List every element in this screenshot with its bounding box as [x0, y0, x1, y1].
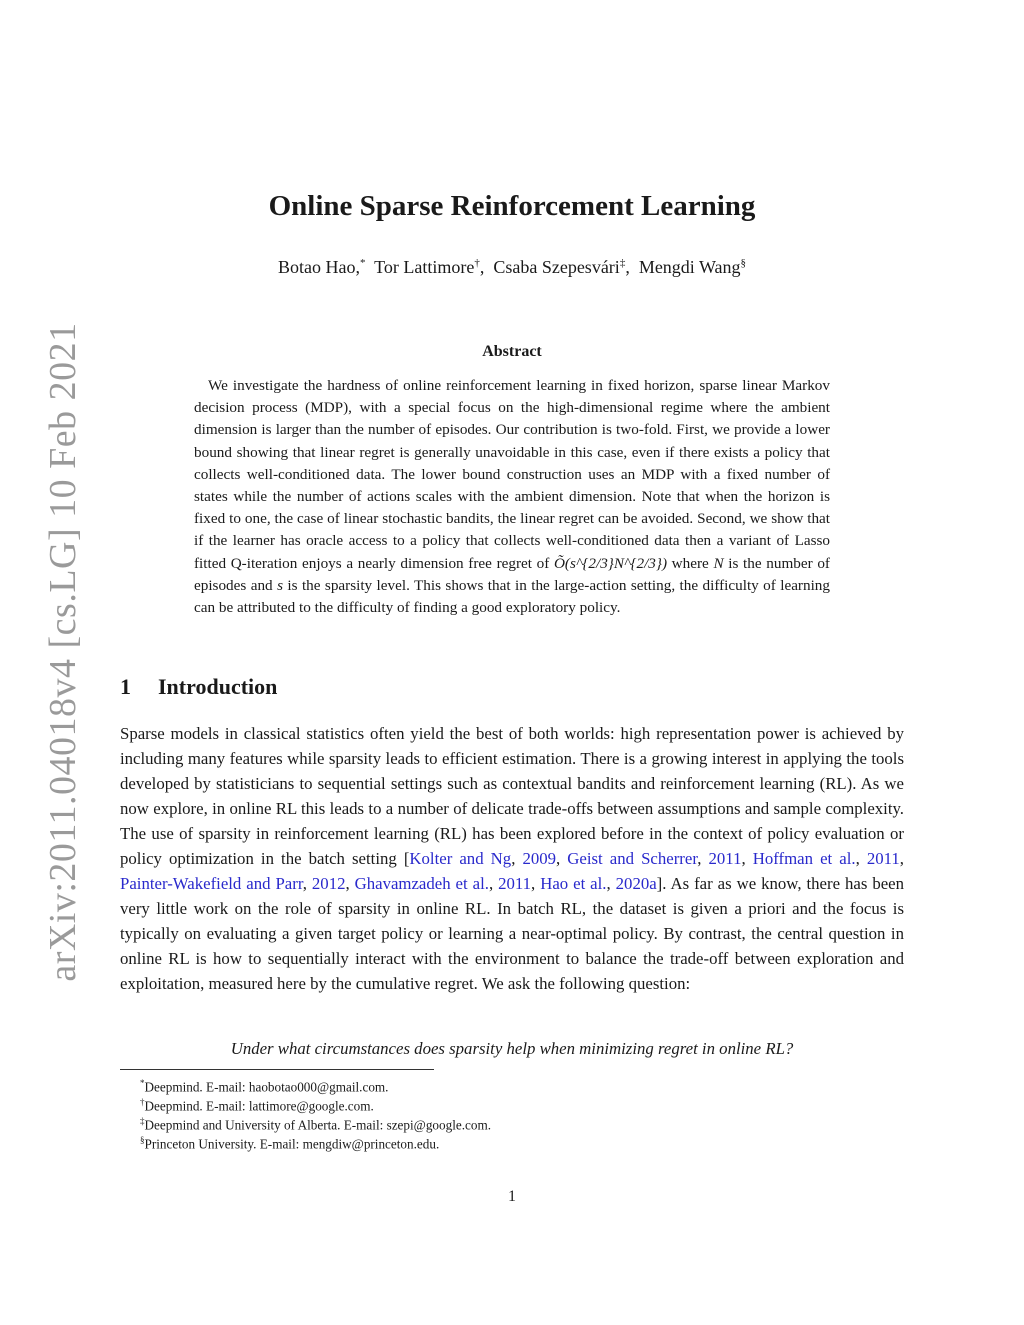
variable-n: N — [713, 554, 724, 572]
abstract-text: is the number of episodes and — [194, 554, 830, 594]
author-footnote-mark[interactable]: † — [474, 257, 480, 269]
abstract-heading: Abstract — [482, 343, 542, 360]
page-number: 1 — [508, 1188, 516, 1205]
author-list: Botao Hao,* Tor Lattimore†, Csaba Szepesvári‡, Mengdi Wang§ — [277, 257, 747, 277]
section-number: 1 — [120, 674, 131, 699]
citation-link[interactable]: Painter-Wakefield and Parr — [120, 874, 303, 893]
footnote-text: Princeton University. E-mail: mengdiw@princeton.edu. — [144, 1136, 440, 1152]
footnote-text: Deepmind. E-mail: lattimore@google.com. — [144, 1098, 374, 1114]
author-footnote-mark[interactable]: § — [740, 257, 747, 269]
citation-link[interactable]: 2009 — [522, 849, 557, 868]
citation-link[interactable]: 2012 — [311, 874, 346, 893]
intro-text: ]. As far as we know, there has been very little work on the role of sparsity in online RL. In batch RL, the dataset is given a priori and the focus is typically on evaluating a given target policy or learning a near-optimal policy. By contrast, the central question in online RL is how to sequentially interact with the environment to balance the trade-off between exploration and exploitation, measured here by the cumulative regret. We ask the following question: — [120, 874, 904, 993]
section-title: Introduction — [158, 674, 278, 699]
footnote — [140, 1131, 439, 1153]
citation-link[interactable]: Geist and Scherrer — [567, 849, 698, 868]
footnote-mark: ‡ — [140, 1116, 145, 1126]
author-name: Botao Hao, — [277, 257, 360, 277]
footnote-text: Deepmind and University of Alberta. E-mail: szepi@google.com. — [144, 1117, 492, 1133]
citation-link[interactable]: Ghavamzadeh et al. — [354, 874, 489, 893]
author-name: Tor Lattimore — [374, 257, 475, 277]
abstract-text: We investigate the hardness of online reinforcement learning in fixed horizon, sparse linear Markov decision process (MDP), with a special focus on the high-dimensional regime where the ambient dimension is larger than the number of episodes. Our contribution is two-fold. First, we provide a lower bound showing that linear regret is generally unavoidable in this case, even if there exists a policy that collects well-conditioned data. The lower bound construction uses an MDP with a fixed number of states while the number of actions scales with the ambient dimension. Note that when the horizon is fixed to one, the case of linear stochastic bandits, the linear regret can be avoided. Second, we show that if the learner has oracle access to a policy that collects well-conditioned data then a variant of Lasso fitted Q-iteration enjoys a nearly dimension free regret of — [194, 377, 830, 572]
abstract-text: where — [667, 554, 714, 572]
paper-title: Online Sparse Reinforcement Learning — [268, 190, 756, 222]
author-name: Mengdi Wang — [638, 257, 741, 277]
introduction-paragraph: Sparse models in classical statistics often yield the best of both worlds: high representation power is achieved by including many features while sparsity leads to efficient estimation. There is a growing interest in applying the tools developed by statisticians to sequential settings such as contextual bandits and reinforcement learning (RL). As we now explore, in online RL this leads to a number of delicate trade-offs between assumptions and sample complexity. The use of sparsity in reinforcement learning (RL) has been explored before in the context of policy evaluation or policy optimization in the batch setting [Kolter and Ng, 2009, Geist and Scherrer, 2011, Hoffman et al., 2011, Painter-Wakefield and Parr, 2012, Ghavamzadeh et al., 2011, Hao et al., 2020a]. As far as we know, there has been very little work on the role of sparsity in online RL. In batch RL, the dataset is given a priori and the focus is typically on evaluating a given target policy or learning a near-optimal policy. By contrast, the central question in online RL is how to sequentially interact with the environment to balance the trade-off between exploration and exploitation, measured here by the cumulative regret. We ask the following question: — [120, 724, 904, 993]
variable-s: s — [277, 576, 283, 594]
citation-link[interactable]: Hoffman et al. — [752, 849, 856, 868]
citation-link[interactable]: 2011 — [708, 849, 742, 868]
arxiv-identifier: arXiv:2011.04018v4 [cs.LG] 10 Feb 2021 — [42, 322, 84, 982]
author-footnote-mark[interactable]: * — [359, 257, 366, 269]
citation-link[interactable]: 2011 — [866, 849, 900, 868]
footnote-divider — [120, 1069, 434, 1070]
regret-bound-formula: Õ(s^{2/3}N^{2/3}) — [553, 554, 668, 572]
citation-link[interactable]: 2011 — [498, 874, 532, 893]
author-name: Csaba Szepesvári — [493, 257, 620, 277]
intro-text: Sparse models in classical statistics often yield the best of both worlds: high representation power is achieved by including many features while sparsity leads to efficient estimation. There is a growing interest in applying the tools developed by statisticians to sequential settings such as contextual bandits and reinforcement learning (RL). As we now explore, in online RL this leads to a number of delicate trade-offs between assumptions and sample complexity. The use of sparsity in reinforcement learning (RL) has been explored before in the context of policy evaluation or policy optimization in the batch setting [ — [120, 724, 904, 868]
footnote-mark: § — [140, 1135, 145, 1145]
citation-link[interactable]: 2020a — [615, 874, 657, 893]
abstract-text: is the sparsity level. This shows that in the large-action setting, the difficulty of learning can be attributed to the difficulty of finding a good exploratory policy. — [194, 576, 830, 617]
research-question: Under what circumstances does sparsity help when minimizing regret in online RL? — [230, 1039, 794, 1058]
citation-link[interactable]: Kolter and Ng — [409, 849, 512, 868]
citation-link[interactable]: Hao et al. — [540, 874, 607, 893]
footnote-mark: † — [140, 1097, 145, 1107]
footnote-text: Deepmind. E-mail: haobotao000@gmail.com. — [144, 1079, 389, 1095]
footnote-mark: * — [140, 1078, 145, 1088]
section-heading — [120, 672, 277, 702]
abstract-body — [194, 375, 830, 619]
author-footnote-mark[interactable]: ‡ — [619, 257, 626, 269]
